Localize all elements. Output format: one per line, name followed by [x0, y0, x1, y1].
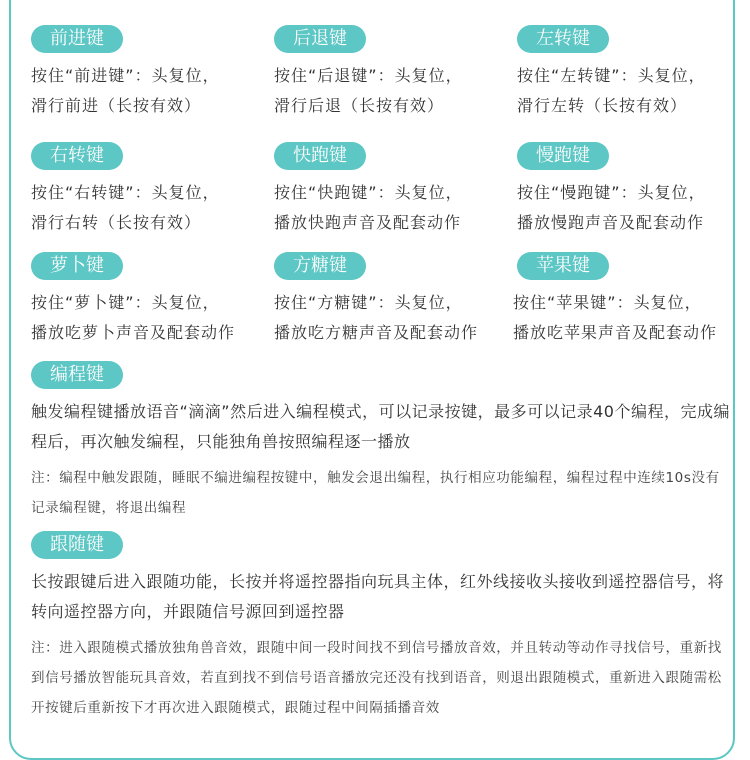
label-apple: 苹果键 — [517, 252, 609, 280]
label-carrot: 萝卜键 — [31, 252, 123, 280]
programming-section — [31, 361, 731, 523]
follow-note: 注：进入跟随模式播放独角兽音效，跟随中间一段时间找不到信号播放音效，并且转动等动作寻找信号，重新找到信号播放智能玩具音效，若直到找不到信号语音播放完还没有找到语音，则退出跟随模式，重新进入跟随需松开按键后重新按下才再次进入跟随模式，跟随过程中间隔插播音效 — [31, 640, 722, 716]
button-card-slow — [517, 142, 750, 238]
button-card-sugar — [274, 252, 514, 348]
programming-description: 触发编程键播放语音“滴滴”然后进入编程模式，可以记录按键，最多可以记录40个编程，完成编程后，再次触发编程，只能独角兽按照编程逐一播放 — [31, 402, 730, 451]
label-sugar: 方糖键 — [274, 252, 366, 280]
button-card-apple — [513, 252, 750, 348]
desc-line: 播放吃苹果声音及配套动作 — [513, 323, 718, 342]
desc-line: 按住“前进键”：头复位， — [31, 66, 220, 85]
desc-line: 播放吃萝卜声音及配套动作 — [31, 323, 236, 342]
label-slow: 慢跑键 — [517, 142, 609, 170]
label-programming: 编程键 — [31, 361, 123, 389]
label-fast: 快跑键 — [274, 142, 366, 170]
desc-line: 按住“慢跑键”：头复位， — [517, 183, 706, 202]
desc-line: 按住“快跑键”：头复位， — [274, 183, 463, 202]
desc-line: 按住“右转键”：头复位， — [31, 183, 220, 202]
button-card-fast — [274, 142, 514, 238]
programming-note: 注：编程中触发跟随，睡眠不编进编程按键中，触发会退出编程，执行相应功能编程，编程过程中连续10s没有记录编程键，将退出编程 — [31, 470, 720, 516]
desc-line: 按住“左转键”：头复位， — [517, 66, 706, 85]
desc-line: 播放快跑声音及配套动作 — [274, 213, 462, 232]
desc-line: 播放慢跑声音及配套动作 — [517, 213, 705, 232]
button-card-left — [517, 25, 750, 121]
follow-description: 长按跟键后进入跟随功能，长按并将遥控器指向玩具主体，红外线接收头接收到遥控器信号，将转向遥控器方向，并跟随信号源回到遥控器 — [31, 572, 725, 621]
desc-line: 滑行左转（长按有效） — [517, 96, 688, 115]
button-card-forward — [31, 25, 271, 121]
desc-line: 按住“萝卜键”：头复位， — [31, 293, 220, 312]
desc-line: 按住“方糖键”：头复位， — [274, 293, 463, 312]
follow-section — [31, 531, 731, 723]
desc-line: 滑行后退（长按有效） — [274, 96, 445, 115]
label-right: 右转键 — [31, 142, 123, 170]
label-back: 后退键 — [274, 25, 366, 53]
desc-line: 播放吃方糖声音及配套动作 — [274, 323, 479, 342]
label-forward: 前进键 — [31, 25, 123, 53]
label-left: 左转键 — [517, 25, 609, 53]
desc-line: 滑行前进（长按有效） — [31, 96, 202, 115]
desc-line: 按住“后退键”：头复位， — [274, 66, 463, 85]
button-card-carrot — [31, 252, 271, 348]
button-card-right — [31, 142, 271, 238]
button-card-back — [274, 25, 514, 121]
desc-line: 滑行右转（长按有效） — [31, 213, 202, 232]
desc-line: 按住“苹果键”：头复位， — [513, 293, 702, 312]
label-follow: 跟随键 — [31, 531, 123, 559]
